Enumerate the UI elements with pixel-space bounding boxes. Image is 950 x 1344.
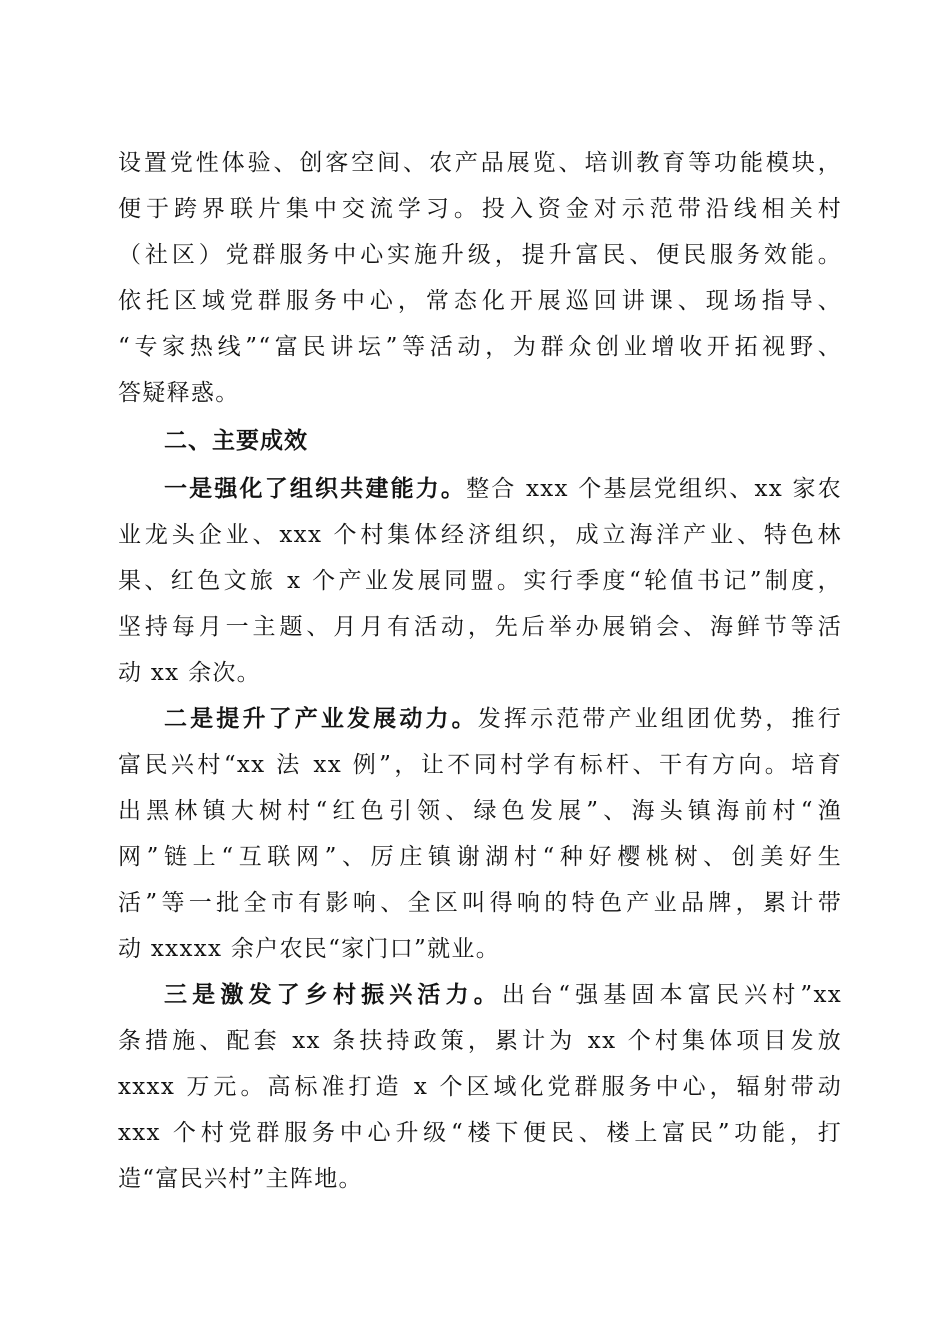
achievement-paragraph-2 — [118, 696, 842, 972]
paragraph-line: 动 xx 余次。 — [118, 660, 261, 686]
paragraph-text: 出台“强基固本富民兴村”xx — [501, 982, 842, 1008]
intro-paragraph — [118, 140, 842, 416]
paragraph-line: 答疑释惑。 — [118, 380, 240, 406]
paragraph-line: 造“富民兴村”主阵地。 — [118, 1166, 363, 1192]
paragraph-line: 业龙头企业、xxx 个村集体经济组织，成立海洋产业、特色林 — [118, 522, 842, 548]
paragraph-lead: 二是提升了产业发展动力。 — [164, 706, 478, 732]
paragraph-text: 发挥示范带产业组团优势，推行 — [477, 706, 842, 732]
paragraph-line: （社区）党群服务中心实施升级，提升富民、便民服务效能。 — [118, 242, 842, 268]
paragraph-line: xxxx 万元。高标准打造 x 个区域化党群服务中心，辐射带动 — [118, 1074, 842, 1100]
paragraph-line: 富民兴村“xx 法 xx 例”，让不同村学有标杆、干有方向。培育 — [118, 752, 842, 778]
paragraph-line: “专家热线”“富民讲坛”等活动，为群众创业增收开拓视野、 — [118, 334, 842, 360]
section-heading: 二、主要成效 — [164, 428, 308, 454]
paragraph-line: 果、红色文旅 x 个产业发展同盟。实行季度“轮值书记”制度， — [118, 568, 842, 594]
achievement-paragraph-3 — [118, 972, 842, 1202]
paragraph-lead: 三是激发了乡村振兴活力。 — [164, 982, 502, 1008]
document-page — [118, 140, 842, 1202]
paragraph-line: 设置党性体验、创客空间、农产品展览、培训教育等功能模块， — [118, 150, 842, 176]
achievement-paragraph-1 — [118, 466, 842, 696]
paragraph-line: 便于跨界联片集中交流学习。投入资金对示范带沿线相关村 — [118, 196, 842, 222]
paragraph-line: 依托区域党群服务中心，常态化开展巡回讲课、现场指导、 — [118, 288, 842, 314]
paragraph-line: 活”等一批全市有影响、全区叫得响的特色产业品牌，累计带 — [118, 890, 842, 916]
paragraph-line: xxx 个村党群服务中心升级“楼下便民、楼上富民”功能，打 — [118, 1120, 842, 1146]
paragraph-first-line — [118, 696, 842, 742]
paragraph-line: 网”链上“互联网”、厉庄镇谢湖村“种好樱桃树、创美好生 — [118, 844, 842, 870]
paragraph-line: 坚持每月一主题、月月有活动，先后举办展销会、海鲜节等活 — [118, 614, 842, 640]
paragraph-first-line — [118, 466, 842, 512]
paragraph-lead: 一是强化了组织共建能力。 — [164, 476, 467, 502]
paragraph-line: 出黑林镇大树村“红色引领、绿色发展”、海头镇海前村“渔 — [118, 798, 842, 824]
paragraph-text: 整合 xxx 个基层党组织、xx 家农 — [466, 476, 842, 502]
paragraph-line: 条措施、配套 xx 条扶持政策，累计为 xx 个村集体项目发放 — [118, 1028, 842, 1054]
paragraph-first-line — [118, 972, 842, 1018]
paragraph-line: 动 xxxxx 余户农民“家门口”就业。 — [118, 936, 500, 962]
